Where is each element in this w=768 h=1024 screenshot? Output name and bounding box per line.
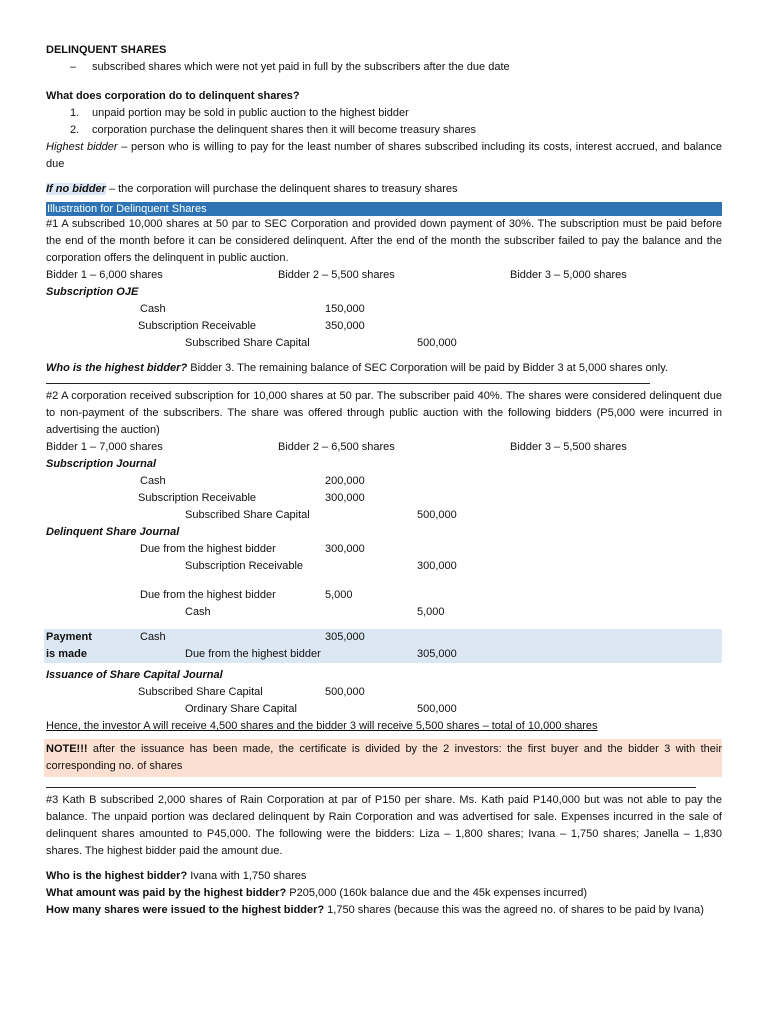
answer-text: unpaid portion may be sold in public auction to the highest bidder: [92, 107, 409, 119]
answer-item: [46, 122, 722, 139]
payment-block: [44, 629, 722, 663]
credit: 5,000: [417, 606, 445, 618]
question-label: How many shares were issued to the highest bidder?: [46, 904, 325, 916]
question-heading: What does corporation do to delinquent shares?: [46, 90, 300, 102]
account: Subscribed Share Capital: [185, 509, 310, 521]
qa-item: [46, 868, 722, 885]
qa-item: [46, 885, 722, 902]
debit: 350,000: [325, 320, 365, 332]
journal-entry: [46, 335, 722, 352]
journal-entry: [46, 473, 722, 490]
term: If no bidder: [46, 183, 106, 195]
illustration-header: Illustration for Delinquent Shares: [46, 202, 722, 216]
journal-entry: [46, 646, 722, 663]
bidder-2: Bidder 2 – 5,500 shares: [278, 269, 395, 281]
credit: 300,000: [417, 560, 457, 572]
answer-text: Ivana with 1,750 shares: [187, 870, 307, 882]
example-1-text: #1 A subscribed 10,000 shares at 50 par to SEC Corporation and provided down payment of 30%. The subscription must be paid before the end of the month before it can be considered delinquent. After the end of the month the subscriber failed to pay the balance and the corporation offers the delinquent in public auction.: [46, 218, 722, 264]
bidder-3: Bidder 3 – 5,500 shares: [510, 441, 627, 453]
journal-entry: [46, 541, 722, 558]
account: Subscription Receivable: [138, 492, 257, 504]
divider: [46, 777, 696, 788]
answer-text: 1,750 shares (because this was the agreed no. of shares to be paid by Ivana): [324, 904, 704, 916]
qa-item: [46, 902, 722, 919]
account: Due from the highest bidder: [140, 589, 276, 601]
debit: 300,000: [325, 543, 365, 555]
question-label: What amount was paid by the highest bidder?: [46, 887, 287, 899]
payment-label: Payment: [46, 631, 92, 643]
debit: 305,000: [325, 631, 365, 643]
credit: 500,000: [417, 703, 457, 715]
answer-text: corporation purchase the delinquent shares then it will become treasury shares: [92, 124, 476, 136]
bidder-1: Bidder 1 – 6,000 shares: [46, 269, 163, 281]
journal-entry: [46, 604, 722, 621]
term-definition: – the corporation will purchase the delinquent shares to treasury shares: [105, 183, 458, 195]
account: Cash: [140, 303, 166, 315]
journal-entry: [46, 507, 722, 524]
hence-statement: Hence, the investor A will receive 4,500 shares and the bidder 3 will receive 5,500 shares – total of 10,000 shares: [46, 720, 598, 732]
bidders-row: [46, 439, 722, 456]
credit: 500,000: [417, 337, 457, 349]
question-label: Who is the highest bidder?: [46, 362, 188, 374]
journal-entry: [46, 701, 722, 718]
divider: [46, 377, 650, 384]
debit: 5,000: [325, 589, 353, 601]
account: Subscription Receivable: [185, 560, 304, 572]
debit: 150,000: [325, 303, 365, 315]
account: Cash: [185, 606, 211, 618]
example-3-text: #3 Kath B subscribed 2,000 shares of Rain Corporation at par of P150 per share. Ms. Kath paid P140,000 but was not able to pay the balance. The unpaid portion was declared delinquent by Rain Corporation and was advertised for sale. Expenses incurred in the sale of delinquent shares amounted to P45,000. The following were the bidders: Liza – 1,800 shares; Ivana – 1,750 shares; Janella – 1,830 shares. The highest bidder paid the amount due.: [46, 794, 722, 857]
journal-entry: [46, 490, 722, 507]
journal-entry: [46, 558, 722, 575]
answer-text: Bidder 3. The remaining balance of SEC Corporation will be paid by Bidder 3 at 5,000 shares only.: [187, 362, 668, 374]
journal-title: Delinquent Share Journal: [46, 526, 180, 538]
section-title: DELINQUENT SHARES: [46, 44, 167, 56]
journal-entry: [46, 684, 722, 701]
account: Due from the highest bidder: [140, 543, 276, 555]
note-label: NOTE!!!: [46, 743, 88, 755]
dash-bullet: –: [70, 61, 77, 73]
account: Due from the highest bidder: [185, 648, 321, 660]
note-box: [44, 739, 722, 777]
bidder-3: Bidder 3 – 5,000 shares: [510, 269, 627, 281]
journal-entry: [46, 587, 722, 604]
account: Ordinary Share Capital: [185, 703, 297, 715]
debit: 500,000: [325, 686, 365, 698]
term: Highest bidder: [46, 141, 118, 153]
payment-label: is made: [46, 648, 87, 660]
journal-title: Subscription Journal: [46, 458, 157, 470]
list-number: 2.: [70, 124, 80, 136]
account: Cash: [140, 631, 166, 643]
highest-bidder-definition: [46, 139, 722, 173]
account: Subscribed Share Capital: [185, 337, 310, 349]
journal-entry: [46, 301, 722, 318]
answer-text: P205,000 (160k balance due and the 45k expenses incurred): [286, 887, 588, 899]
note-text: after the issuance has been made, the certificate is divided by the 2 investors: the first buyer and the bidder 3 with their corresponding no. of shares: [46, 743, 722, 772]
answer-item: [46, 105, 722, 122]
definition-text: subscribed shares which were not yet paid in full by the subscribers after the due date: [92, 61, 510, 73]
journal-entry: [46, 318, 722, 335]
document-page: [46, 42, 722, 919]
list-number: 1.: [70, 107, 80, 119]
bidder-1: Bidder 1 – 7,000 shares: [46, 441, 163, 453]
question-label: Who is the highest bidder?: [46, 870, 188, 882]
bidders-row: [46, 267, 722, 284]
journal-title: Subscription OJE: [46, 286, 139, 298]
account: Subscribed Share Capital: [138, 686, 263, 698]
definition-line: [46, 59, 722, 76]
account: Cash: [140, 475, 166, 487]
bidder-2: Bidder 2 – 6,500 shares: [278, 441, 395, 453]
example-2-text: #2 A corporation received subscription for 10,000 shares at 50 par. The subscriber paid 40%. The shares were considered delinquent due to non-payment of the subscribers. The share was offered through public auction with the following bidders (P5,000 were incurred in advertising the auction): [46, 390, 722, 436]
debit: 200,000: [325, 475, 365, 487]
no-bidder-definition: [46, 181, 722, 198]
journal-title: Issuance of Share Capital Journal: [46, 669, 223, 681]
debit: 300,000: [325, 492, 365, 504]
account: Subscription Receivable: [138, 320, 257, 332]
credit: 500,000: [417, 509, 457, 521]
term-definition: – person who is willing to pay for the least number of shares subscribed including its costs, interest accrued, and balance due: [46, 141, 722, 170]
credit: 305,000: [417, 648, 457, 660]
highest-bidder-answer: [46, 360, 722, 377]
journal-entry: [46, 629, 722, 646]
